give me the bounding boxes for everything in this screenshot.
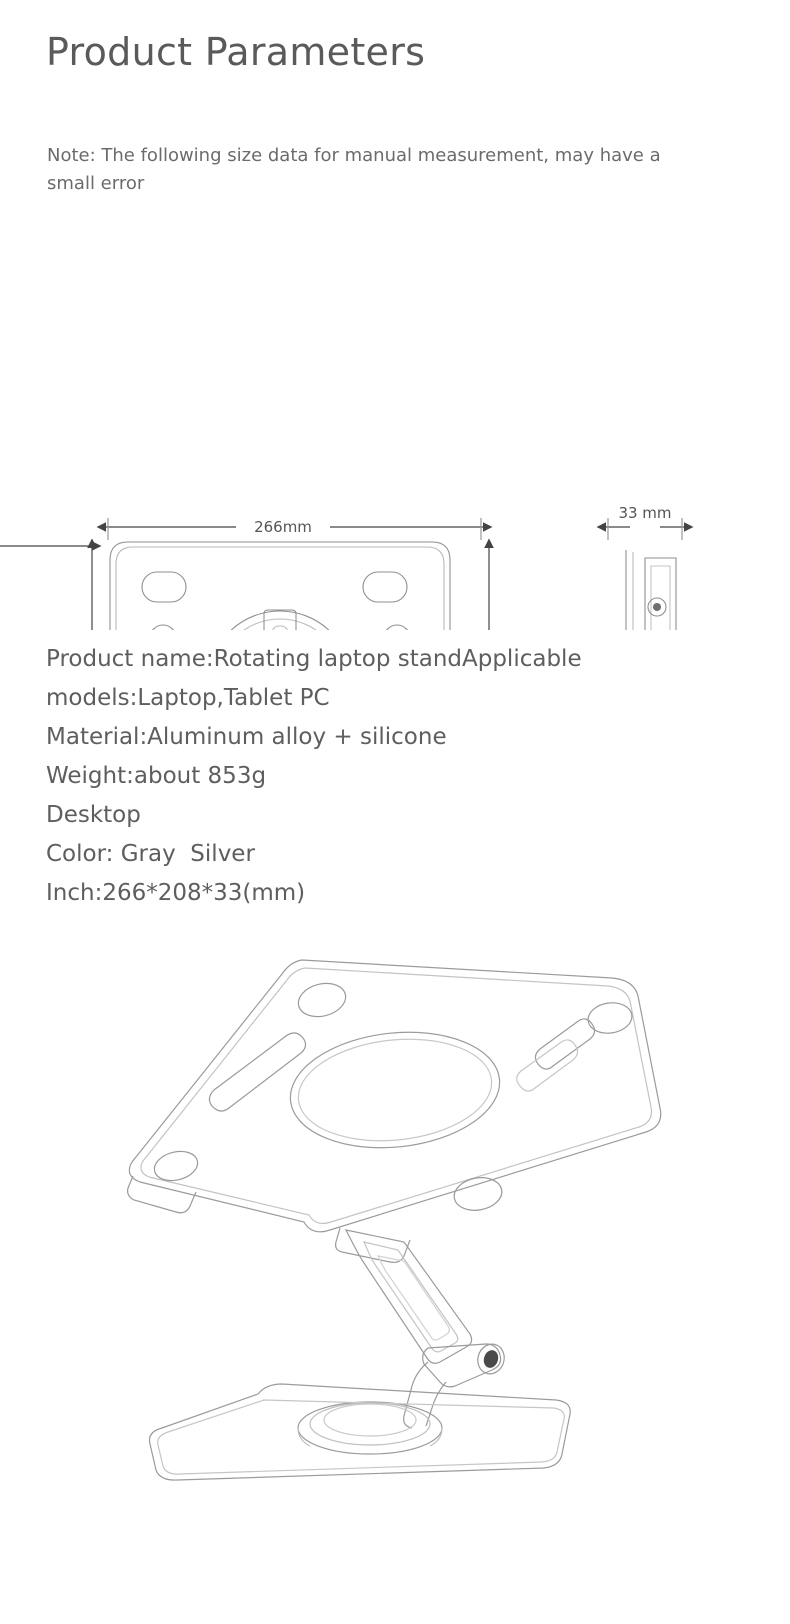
product-illustration xyxy=(0,930,790,1490)
dimension-diagram xyxy=(0,240,790,630)
spec-line-0: Product name:Rotating laptop standApplicable xyxy=(46,646,582,672)
product-specs xyxy=(46,640,746,913)
spec-line-1: models:Laptop,Tablet PC xyxy=(46,685,330,711)
page-title: Product Parameters xyxy=(46,30,426,74)
spec-line-2: Material:Aluminum alloy + silicone xyxy=(46,724,447,750)
dim-thickness-label: 33 mm xyxy=(618,504,672,522)
spec-line-3: Weight:about 853g xyxy=(46,763,267,789)
spec-line-5: Color: Gray Silver xyxy=(46,841,255,867)
dim-width-label: 266mm xyxy=(254,518,312,536)
spec-line-4: Desktop xyxy=(46,802,141,828)
measurement-note: Note: The following size data for manual measurement, may have a small error xyxy=(47,145,661,194)
spec-line-6: Inch:266*208*33(mm) xyxy=(46,880,306,906)
